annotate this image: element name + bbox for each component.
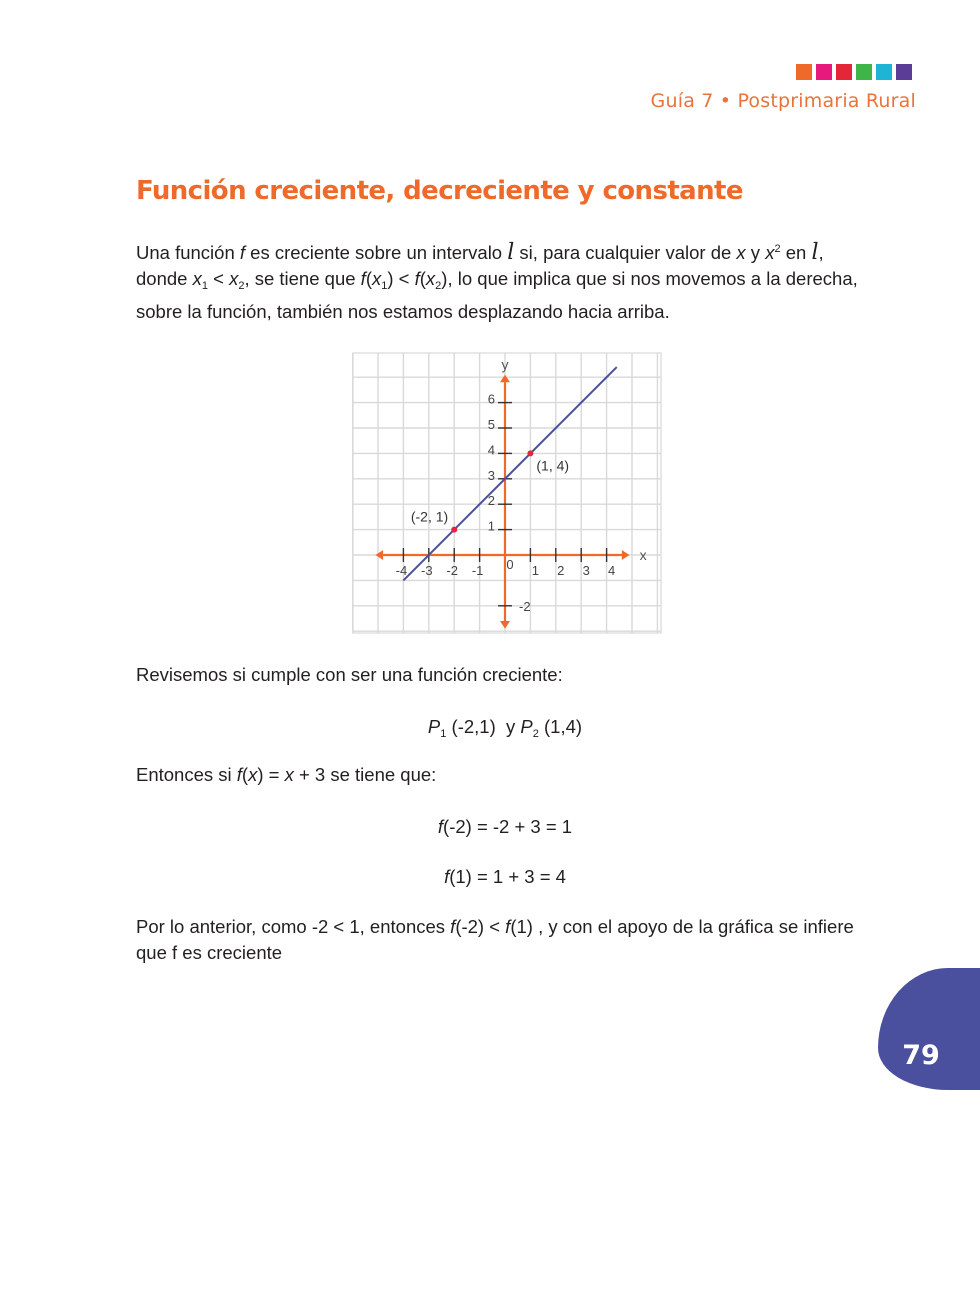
- color-square: [816, 64, 832, 80]
- check-heading: Revisemos si cumple con ser una función creciente:: [136, 664, 563, 685]
- y-axis-arrow-up: [500, 375, 510, 383]
- then-line: [136, 764, 436, 786]
- text: es creciente sobre un intervalo: [245, 242, 508, 263]
- grid-border: [353, 353, 661, 633]
- interval-symbol: l: [507, 240, 515, 265]
- page-number: 79: [902, 1040, 940, 1071]
- text: f: [444, 866, 450, 887]
- intro-paragraph: [136, 236, 886, 325]
- text: x: [765, 242, 775, 263]
- color-square: [836, 64, 852, 80]
- x-tick-label: -3: [421, 563, 433, 578]
- y-tick-label: 2: [487, 493, 495, 509]
- y-axis-arrow-down: [500, 621, 510, 629]
- equation-2: [0, 866, 980, 888]
- text: donde: [136, 268, 193, 289]
- text: f: [414, 268, 420, 289]
- y-axis-label: y: [501, 356, 509, 373]
- text: (1) = 1 + 3 = 4: [449, 866, 566, 887]
- x-tick-label: -2: [446, 563, 458, 578]
- text: (: [241, 764, 249, 785]
- text: x: [736, 242, 746, 263]
- data-point: [527, 450, 533, 456]
- conclusion-paragraph: [136, 914, 886, 966]
- text: 2: [774, 243, 781, 255]
- text: x: [371, 268, 382, 289]
- text: 1: [381, 280, 388, 292]
- y-tick-label: 3: [487, 467, 495, 483]
- y-tick-label: -2: [519, 598, 531, 614]
- text: f: [505, 916, 511, 937]
- text: P: [520, 716, 533, 737]
- x-tick-label: -4: [395, 563, 408, 578]
- text: (: [365, 268, 372, 289]
- text: , se tiene que: [244, 268, 361, 289]
- function-graph: [352, 352, 662, 634]
- color-squares: [796, 64, 912, 80]
- text: x: [425, 268, 436, 289]
- text: <: [207, 268, 230, 289]
- text: x: [248, 764, 258, 785]
- x-axis-arrow-left: [375, 550, 383, 560]
- y-tick-label: 1: [487, 518, 495, 534]
- text: x: [192, 268, 202, 289]
- function-line: [403, 367, 616, 580]
- text: x: [229, 268, 239, 289]
- color-square: [896, 64, 912, 80]
- text: si, para cualquier valor de: [514, 242, 737, 263]
- x-tick-label: -1: [471, 563, 484, 578]
- text: ), lo que implica que si nos movemos a la derecha,: [441, 268, 858, 289]
- data-point: [451, 527, 457, 533]
- x-tick-label: 2: [557, 563, 565, 578]
- text: (1) , y con el apoyo de la gráfica se infiere: [510, 916, 854, 937]
- text: 1: [201, 280, 208, 292]
- text: f: [450, 916, 456, 937]
- points-line: [0, 716, 980, 740]
- y-tick-label: 5: [487, 417, 495, 432]
- y-tick-label: 6: [487, 391, 495, 407]
- text: Una función: [136, 242, 240, 263]
- color-square: [856, 64, 872, 80]
- grid: [353, 353, 661, 633]
- text: y: [745, 242, 766, 263]
- text: Por lo anterior, como -2 < 1, entonces: [136, 916, 451, 937]
- page-number-tab: [878, 968, 980, 1090]
- section-title: Función creciente, decreciente y constante: [136, 176, 743, 206]
- text: 2: [238, 280, 245, 292]
- text: ,: [818, 242, 824, 263]
- text: que f es creciente: [136, 942, 283, 963]
- text: ) =: [257, 764, 285, 785]
- text: P: [427, 716, 441, 737]
- x-axis-label: x: [639, 547, 647, 563]
- text: (: [419, 268, 426, 289]
- text: f: [360, 268, 366, 289]
- text: f: [437, 816, 444, 837]
- text: ) <: [387, 268, 415, 289]
- text: y: [495, 716, 521, 737]
- x-axis-arrow-right: [622, 550, 630, 560]
- text: en: [780, 242, 812, 263]
- x-tick-label: 0: [506, 557, 514, 572]
- text: + 3 se tiene que:: [293, 764, 437, 785]
- text: x: [284, 764, 294, 785]
- text: 2: [435, 280, 442, 292]
- text: (-2,1): [446, 716, 496, 737]
- color-square: [876, 64, 892, 80]
- text: (1,4): [538, 716, 583, 737]
- text: f: [239, 242, 246, 263]
- point-label: (-2, 1): [410, 508, 449, 525]
- text: sobre la función, también nos estamos desplazando hacia arriba.: [136, 301, 670, 322]
- text: f: [236, 764, 242, 785]
- x-tick-label: 3: [582, 563, 590, 578]
- equation-1: [0, 816, 980, 838]
- color-square: [796, 64, 812, 80]
- x-tick-label: 4: [607, 563, 616, 578]
- y-tick-label: 4: [487, 442, 495, 458]
- point-label: (1, 4): [536, 457, 570, 474]
- guide-header: Guía 7 • Postprimaria Rural: [650, 90, 916, 112]
- text: Entonces si: [136, 764, 237, 785]
- text: (-2) = -2 + 3 = 1: [443, 816, 573, 837]
- text: (-2) <: [455, 916, 506, 937]
- text: 2: [532, 728, 539, 740]
- interval-symbol: l: [811, 240, 819, 265]
- text: 1: [440, 728, 447, 740]
- x-tick-label: 1: [531, 563, 540, 578]
